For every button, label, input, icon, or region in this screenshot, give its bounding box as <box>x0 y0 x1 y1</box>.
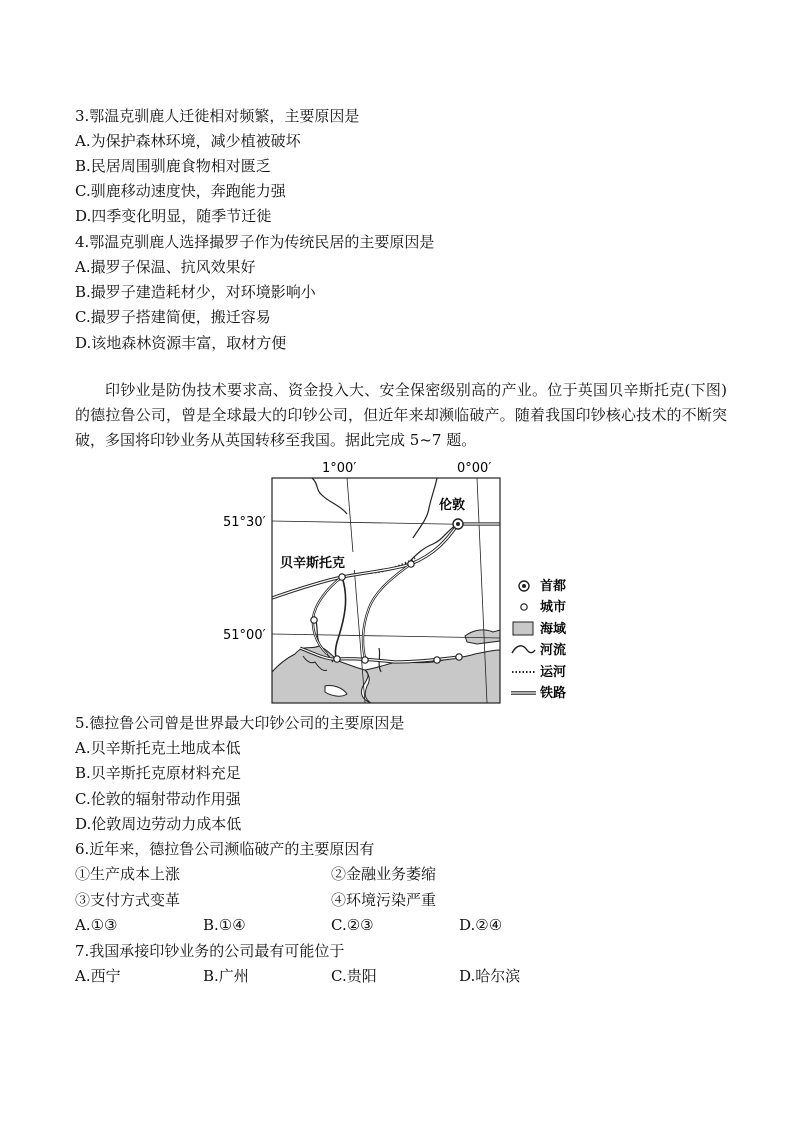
lon-label-1: 1°00′ <box>322 461 357 476</box>
city-dot <box>362 657 368 663</box>
question-7-option-b: B.广州 <box>203 967 249 985</box>
question-5-option-b: B.贝辛斯托克原材料充足 <box>75 764 241 782</box>
city-dot <box>311 617 317 623</box>
river-east <box>413 478 437 538</box>
city-dot <box>334 656 340 662</box>
legend-sea-icon <box>513 622 533 635</box>
railway-loop-east <box>363 564 411 658</box>
legend-railway-label: 铁路 <box>540 686 567 701</box>
city-markers <box>311 561 462 663</box>
question-4-option-b: B.撮罗子建造耗材少，对环境影响小 <box>75 283 316 301</box>
question-4-stem: 4.鄂温克驯鹿人选择撮罗子作为传统民居的主要原因是 <box>75 233 435 251</box>
question-5-option-a: A.贝辛斯托克土地成本低 <box>75 739 241 757</box>
sea-thames-estuary <box>465 630 500 644</box>
railway-loop-centre <box>336 577 346 659</box>
legend-city-icon <box>521 604 527 610</box>
city-dot <box>339 574 345 580</box>
city-dot <box>408 561 414 567</box>
legend-city-label: 城市 <box>540 600 567 615</box>
question-6-option-b: B.①④ <box>203 916 246 934</box>
question-3-stem: 3.鄂温克驯鹿人迁徙相对频繁，主要原因是 <box>75 107 360 125</box>
legend-river-icon <box>512 646 535 653</box>
question-6-item-4: ④环境污染严重 <box>331 891 437 909</box>
passage-text: 印钞业是防伪技术要求高、资金投入大、安全保密级别高的产业。位于英国贝辛斯托克(下图)的德拉鲁公司，曾是全球最大的印钞公司，但近年来却濒临破产。随着我国印钞核心技术的不断突破，多国将印钞业务从英国转移至我国。据此完成 5~7 题。 <box>75 381 727 449</box>
question-3-option-c: C.驯鹿移动速度快，奔跑能力强 <box>75 182 286 200</box>
legend-river-label: 河流 <box>540 643 567 658</box>
river-north <box>312 478 347 514</box>
question-4-option-a: A.撮罗子保温、抗风效果好 <box>75 258 256 276</box>
question-7-stem: 7.我国承接印钞业务的公司最有可能位于 <box>75 942 345 960</box>
question-5-option-d: D.伦敦周边劳动力成本低 <box>75 815 242 833</box>
railway-london-basingstoke <box>342 524 458 577</box>
legend-canal-label: 运河 <box>540 665 567 680</box>
label-basingstoke: 贝辛斯托克 <box>280 556 346 571</box>
question-4-option-c: C.撮罗子搭建简便，搬迁容易 <box>75 308 271 326</box>
legend-capital-label: 首都 <box>540 579 567 594</box>
sea-english-channel <box>272 646 500 703</box>
question-3-option-b: B.民居周围驯鹿食物相对匮乏 <box>75 157 271 175</box>
reading-passage <box>75 378 727 453</box>
question-7-option-a: A.西宁 <box>75 967 121 985</box>
label-london: 伦敦 <box>439 498 466 513</box>
question-5-option-c: C.伦敦的辐射带动作用强 <box>75 790 241 808</box>
question-6-item-2: ②金融业务萎缩 <box>331 865 437 883</box>
question-5-stem: 5.德拉鲁公司曾是世界最大印钞公司的主要原因是 <box>75 714 405 732</box>
question-4-option-d: D.该地森林资源丰富，取材方便 <box>75 334 287 352</box>
city-dot <box>434 657 440 663</box>
question-6-stem: 6.近年来，德拉鲁公司濒临破产的主要原因有 <box>75 840 375 858</box>
map-legend <box>511 578 567 701</box>
question-6-option-a: A.①③ <box>75 916 118 934</box>
railways <box>272 524 500 662</box>
city-dot <box>456 654 462 660</box>
question-6-item-1: ①生产成本上涨 <box>75 865 181 883</box>
question-6-option-c: C.②③ <box>331 916 374 934</box>
lat-label-5130: 51°30′ <box>223 515 266 530</box>
question-3-option-a: A.为保护森林环境，减少植被破坏 <box>75 132 301 150</box>
question-6-item-3: ③支付方式变革 <box>75 891 181 909</box>
river-thames <box>405 524 458 566</box>
capital-london-dot <box>456 522 460 526</box>
map-figure <box>215 458 585 710</box>
legend-sea-label: 海域 <box>540 622 567 637</box>
question-7-option-c: C.贵阳 <box>331 967 377 985</box>
lat-label-5100: 51°00′ <box>223 628 266 643</box>
question-7-option-d: D.哈尔滨 <box>459 967 521 985</box>
lon-label-0: 0°00′ <box>457 461 492 476</box>
question-3-option-d: D.四季变化明显，随季节迁徙 <box>75 207 272 225</box>
question-6-option-d: D.②④ <box>459 916 503 934</box>
